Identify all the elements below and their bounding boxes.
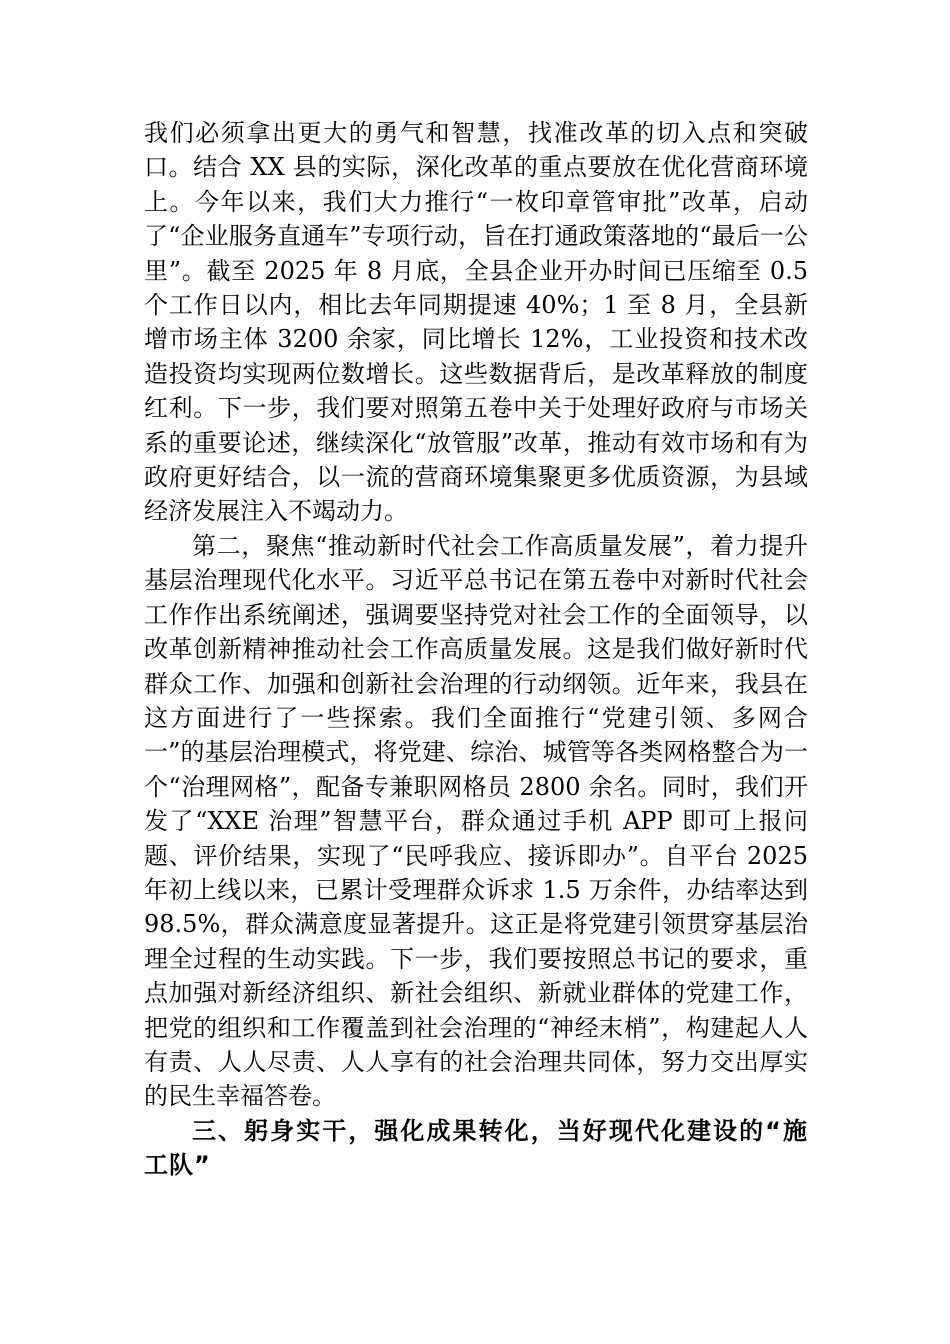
paragraph-social-work: 第二，聚焦“推动新时代社会工作高质量发展”，着力提升基层治理现代化水平。习近平总书记在第五卷中对新时代社会工作作出系统阐述，强调要坚持党对社会工作的全面领导，以改革创新精神推动社会工作高质量发展。这是我们做好新时代群众工作、加强和创新社会治理的行动纲领。近年来，我县在这方面进行了一些探索。我们全面推行“党建引领、多网合一”的基层治理模式，将党建、综治、城管等各类网格整合为一个“治理网格”，配备专兼职网格员 2800 余名。同时，我们开发了“XXE 治理”智慧平台，群众通过手机 APP 即可上报问题、评价结果，实现了“民呼我应、接诉即办”。自平台 2025 年初上线以来，已累计受理群众诉求 1.5 万余件，办结率达到 98.5%，群众满意度显著提升。这正是将党建引领贯穿基层治理全过程的生动实践。下一步，我们要按照总书记的要求，重点加强对新经济组织、新社会组织、新就业群体的党建工作，把党的组织和工作覆盖到社会治理的“神经末梢”，构建起人人有责、人人尽责、人人享有的社会治理共同体，努力交出厚实的民生幸福答卷。: [144, 531, 808, 1111]
section-heading: 三、躬身实干，强化成果转化，当好现代化建设的“施工队”: [144, 1116, 808, 1180]
document-body: [144, 116, 808, 1183]
paragraph-reform: 我们必须拿出更大的勇气和智慧，找准改革的切入点和突破口。结合 XX 县的实际，深化改革的重点要放在优化营商环境上。今年以来，我们大力推行“一枚印章管审批”改革，启动了“企业服务直通车”专项行动，旨在打通政策落地的“最后一公里”。截至 2025 年 8 月底，全县企业开办时间已压缩至 0.5 个工作日以内，相比去年同期提速 40%；1 至 8 月，全县新增市场主体 3200 余家，同比增长 12%，工业投资和技术改造投资均实现两位数增长。这些数据背后，是改革释放的制度红利。下一步，我们要对照第五卷中关于处理好政府与市场关系的重要论述，继续深化“放管服”改革，推动有效市场和有为政府更好结合，以一流的营商环境集聚更多优质资源，为县域经济发展注入不竭动力。: [144, 119, 808, 526]
